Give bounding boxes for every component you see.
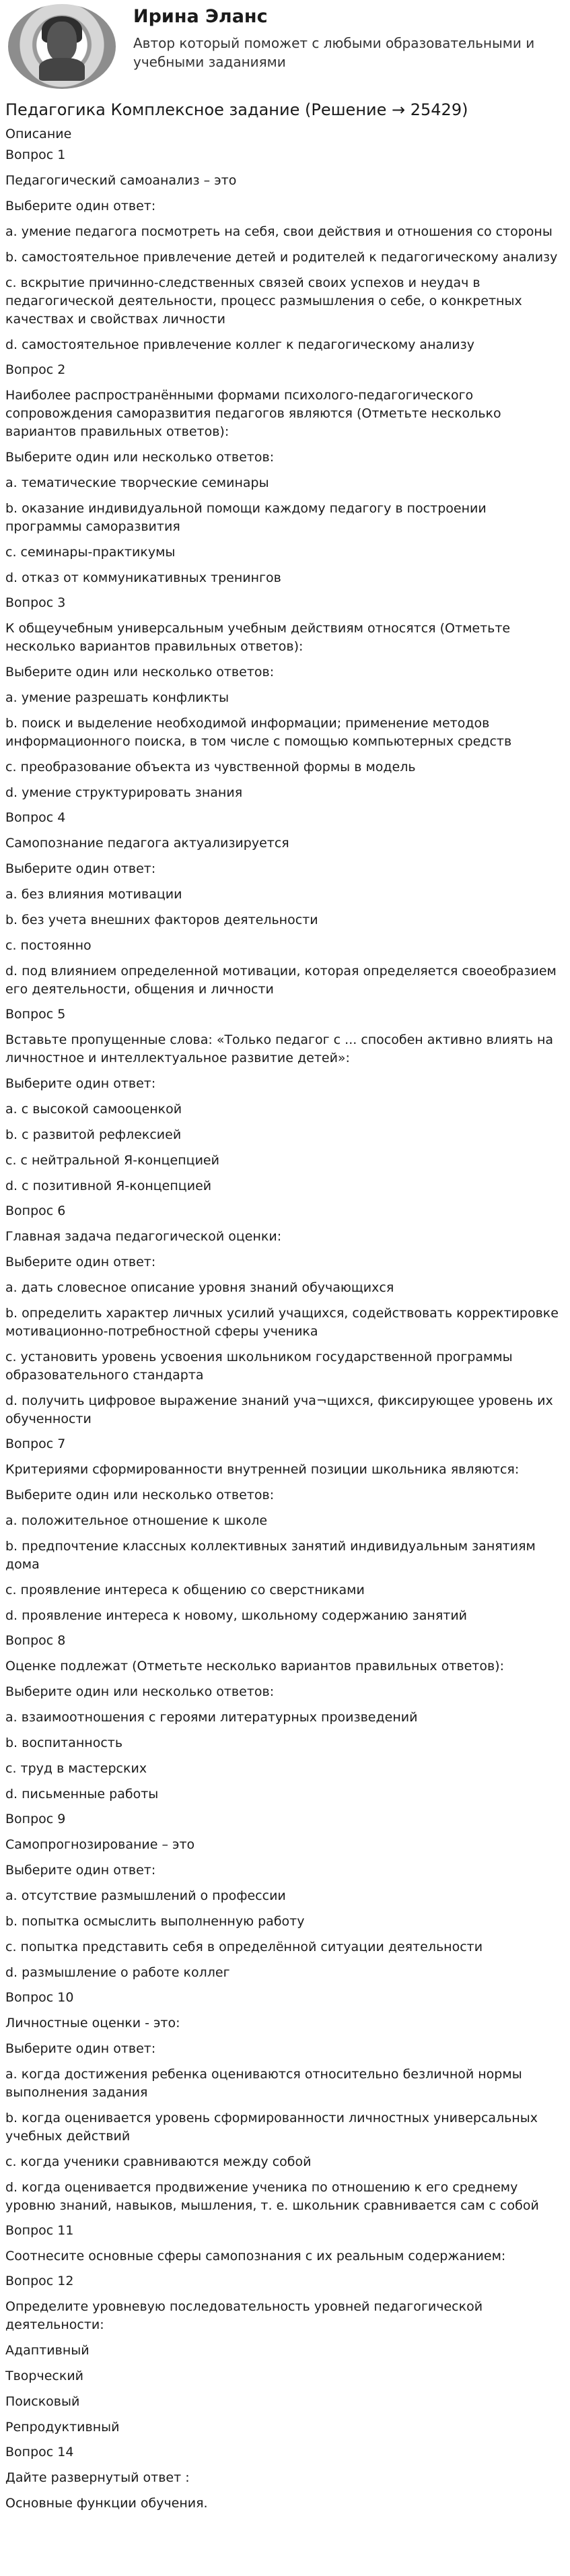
answer-option: d. письменные работы [5,1787,159,1802]
answer-option: c. когда ученики сравниваются между собой [5,2154,312,2169]
description-label: Описание [5,127,72,141]
answer-option: b. определить характер личных усилий учащихся, содействовать корректировке мотивационно-потребностной сферы ученика [5,1306,559,1339]
answer-option: d. умение структурировать знания [5,785,243,800]
answer-option: c. установить уровень усвоения школьником государственной программы образовательного стандарта [5,1350,513,1383]
answer-option: b. воспитанность [5,1736,123,1750]
author-info [133,4,550,71]
question-block [5,1432,565,1629]
answer-option: d. под влиянием определенной мотивации, которая определяется своеобразием его деятельности, общения и личности [5,964,557,997]
question-number: Вопрос 6 [5,1203,66,1218]
question-text: Оценке подлежат (Отметьте несколько вариантов правильных ответов): [5,1659,504,1674]
question-block [5,358,565,591]
question-block [5,1003,565,1199]
avatar-face-shape [47,22,77,61]
answer-option: b. поиск и выделение необходимой информации; применение методов информационного поиска, в том числе с помощью компьютерных средств [5,716,512,749]
question-instruction: Выберите один ответ: [5,2041,156,2056]
question-block [5,1986,565,2219]
answer-option: a. взаимоотношения с героями литературных произведений [5,1710,418,1725]
question-text: К общеучебным универсальным учебным действиям относятся (Отметьте несколько вариантов правильных ответов): [5,621,511,654]
question-block [5,591,565,806]
question-text: Главная задача педагогической оценки: [5,1229,282,1244]
answer-option: Репродуктивный [5,2420,120,2435]
question-text: Самопознание педагога актуализируется [5,836,289,851]
question-text: Вставьте пропущенные слова: «Только педагог с ... способен активно влиять на личностное и интеллектуальное развитие детей»: [5,1032,554,1065]
question-number: Вопрос 7 [5,1436,66,1451]
question-instruction: Выберите один ответ: [5,861,156,876]
question-text: Самопрогнозирование – это [5,1837,195,1852]
question-text: Педагогический самоанализ – это [5,173,237,188]
question-instruction: Выберите один ответ: [5,1076,156,1091]
answer-option: b. предпочтение классных коллективных занятий индивидуальным занятиям дома [5,1539,536,1572]
question-text: Критериями сформированности внутренней позиции школьника являются: [5,1462,520,1477]
answer-option: d. отказ от коммуникативных тренингов [5,570,281,585]
answer-option: c. с нейтральной Я-концепцией [5,1153,219,1168]
answer-option: d. проявление интереса к новому, школьному содержанию занятий [5,1608,468,1623]
answer-option: b. попытка осмыслить выполненную работу [5,1914,305,1929]
answer-option: Поисковый [5,2394,80,2409]
question-instruction: Выберите один или несколько ответов: [5,450,275,465]
question-text: Дайте развернутый ответ : [5,2470,190,2485]
answer-option: Адаптивный [5,2343,90,2358]
question-instruction: Выберите один или несколько ответов: [5,665,275,680]
answer-option: b. без учета внешних факторов деятельности [5,913,318,927]
question-number: Вопрос 1 [5,147,66,162]
question-block [5,2219,565,2270]
answer-option: c. попытка представить себя в определённой ситуации деятельности [5,1940,483,1954]
answer-option: c. семинары-практикумы [5,545,176,560]
question-text: Личностные оценки - это: [5,2016,180,2030]
answer-option: d. получить цифровое выражение знаний уча¬щихся, фиксирующее уровень их обученности [5,1393,553,1426]
question-instruction: Выберите один или несколько ответов: [5,1488,275,1502]
question-text: Наиболее распространёнными формами психолого-педагогического сопровождения саморазвития педагогов являются (Отметьте несколько вариантов правильных ответов): [5,388,501,439]
question-block [5,1629,565,1808]
question-instruction: Выберите один ответ: [5,1863,156,1878]
answer-option: Творческий [5,2369,84,2383]
author-card [5,0,565,94]
question-number: Вопрос 4 [5,810,66,825]
question-number: Вопрос 12 [5,2274,74,2288]
answer-option: d. когда оценивается продвижение ученика по отношению к его среднему уровню знаний, навыков, мышления, т. е. школьник сравнивается сам с собой [5,2180,539,2213]
question-block [5,2441,565,2517]
answer-option: a. с высокой самооценкой [5,1102,182,1117]
answer-option: b. самостоятельное привлечение детей и родителей к педагогическому анализу [5,250,558,265]
question-number: Вопрос 9 [5,1812,66,1826]
question-instruction: Выберите один ответ: [5,1255,156,1269]
answer-option: d. размышление о работе коллег [5,1965,230,1980]
question-text: Соотнесите основные сферы самопознания с их реальным содержанием: [5,2249,506,2264]
answer-option: a. положительное отношение к школе [5,1513,268,1528]
question-block [5,143,565,358]
answer-option: a. отсутствие размышлений о профессии [5,1888,286,1903]
question-number: Вопрос 8 [5,1633,66,1648]
answer-option: c. вскрытие причинно-следственных связей своих успехов и неудач в педагогической деятельности, процесс размышления о себе, о конкретных качествах и свойствах личности [5,275,522,327]
question-text: Определите уровневую последовательность уровней педагогической деятельности: [5,2299,483,2332]
answer-option: a. когда достижения ребенка оцениваются относительно безличной нормы выполнения задания [5,2067,522,2100]
question-number: Вопрос 2 [5,362,66,377]
answer-option: b. с развитой рефлексией [5,1127,182,1142]
answer-option: d. с позитивной Я-концепцией [5,1179,212,1193]
answer-option: b. когда оценивается уровень сформированности личностных универсальных учебных действий [5,2111,538,2144]
author-avatar [8,4,116,89]
question-block [5,1199,565,1432]
answer-option: a. тематические творческие семинары [5,475,269,490]
author-name[interactable]: Ирина Эланс [133,6,268,27]
question-number: Вопрос 14 [5,2445,74,2459]
questions-list [5,143,565,2517]
answer-option: c. проявление интереса к общению со сверстниками [5,1583,365,1597]
question-block [5,806,565,1003]
answer-option: c. труд в мастерских [5,1761,147,1776]
answer-option: Основные функции обучения. [5,2496,208,2511]
question-number: Вопрос 5 [5,1007,66,1022]
question-number: Вопрос 11 [5,2223,74,2238]
page-title: Педагогика Комплексное задание (Решение → 25429) [5,100,468,119]
question-number: Вопрос 3 [5,595,66,610]
answer-option: a. умение разрешать конфликты [5,690,229,705]
answer-option: a. умение педагога посмотреть на себя, свои действия и отношения со стороны [5,224,553,239]
question-instruction: Выберите один или несколько ответов: [5,1684,275,1699]
answer-option: a. без влияния мотивации [5,887,182,902]
question-block [5,1808,565,1986]
question-block [5,2270,565,2441]
question-instruction: Выберите один ответ: [5,199,156,213]
answer-option: d. самостоятельное привлечение коллег к педагогическому анализу [5,337,474,352]
avatar-body-shape [39,58,85,81]
author-description: Автор который поможет с любыми образовательными и учебными заданиями [133,35,535,70]
question-number: Вопрос 10 [5,1990,74,2005]
answer-option: b. оказание индивидуальной помощи каждому педагогу в построении программы саморазвития [5,501,487,534]
answer-option: a. дать словесное описание уровня знаний обучающихся [5,1280,394,1295]
answer-option: c. постоянно [5,938,92,953]
answer-option: c. преобразование объекта из чувственной формы в модель [5,760,416,774]
